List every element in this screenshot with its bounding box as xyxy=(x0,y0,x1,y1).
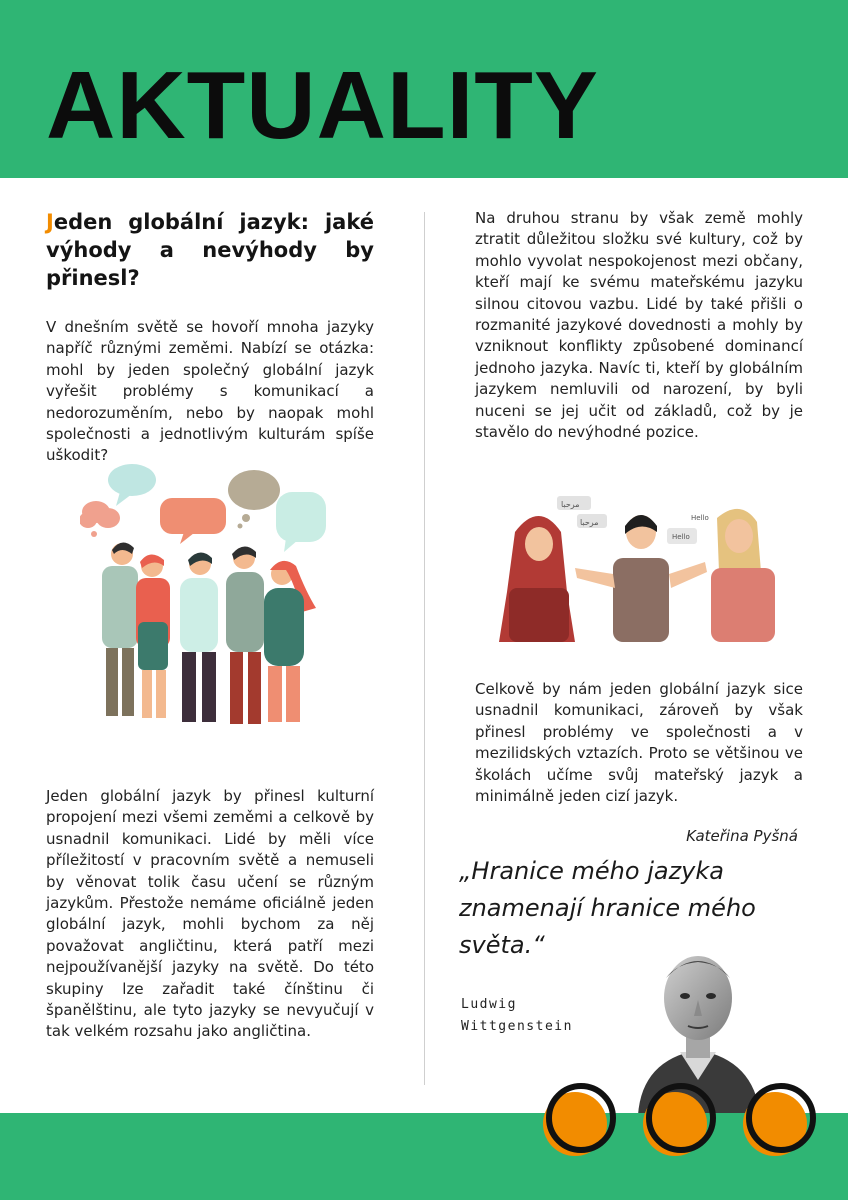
quote-author-last: Wittgenstein xyxy=(461,1019,573,1034)
article-paragraph-1: V dnešním světě se hovoří mnoha jazyky napříč různými zeměmi. Nabízí se otázka: mohl by jeden společný globální jazyk vyřešit problémy s komunikací a nedorozuměním, nebo by naopak mohl společnosti a jednotlivým kulturám spíše uškodit? xyxy=(46,318,374,465)
article-headline xyxy=(46,208,374,292)
quote-text: „Hranice mého jazyka znamenají hranice mého světa.“ xyxy=(459,857,756,959)
headline-text: eden globální jazyk: jaké výhody a nevýhody by přinesl? xyxy=(46,210,374,290)
article-author: Kateřina Pyšná xyxy=(686,827,798,845)
article-paragraph-3: Na druhou stranu by však země mohly ztratit důležitou složku své kultury, což by mohlo vyvolat nespokojenost mezi občany, kteří mají ke svému mateřskému jazyku silnou citovou vazbu. Lidé by také přišli o rozmanité jazykové dovednosti a mohly by vzniknout konflikty způsobené dominancí jednoho jazyka. Navíc ti, kteří by globálním jazykem nemluvili od narození, by byli nuceni se jej učit od základů, což by je stavělo do nevýhodné pozice. xyxy=(475,209,803,442)
article-paragraph-4: Celkově by nám jeden globální jazyk sice usnadnil komunikaci, zároveň by však přinesl problémy ve společnosti a v mezilidských vztazích. Proto se většinou ve školách učíme svůj mateřský jazyk a minimálně jeden cizí jazyk. xyxy=(475,680,803,806)
column-divider xyxy=(424,212,425,1085)
speech-bubble-icons xyxy=(80,464,326,552)
header-band xyxy=(0,0,848,178)
circle-icon-2 xyxy=(643,1086,713,1156)
quote-author xyxy=(461,994,573,1038)
decorative-circles xyxy=(535,1082,835,1164)
quote-author-first: Ludwig xyxy=(461,997,517,1012)
svg-text:مرحبا: مرحبا xyxy=(561,500,580,509)
circle-icon-1 xyxy=(543,1086,613,1156)
article-paragraph-2: Jeden globální jazyk by přinesl kulturní propojení mezi všemi zeměmi a celkově by usnadnil komunikaci. Lidé by měli více příležitostí v pracovním světě a nemuseli by věnovat tolik času učení se různým jazykům. Přestože nemáme oficiálně jeden globální jazyk, mohli bychom za něj považovat angličtinu, která patří mezi nejpoužívanější jazyky na světě. Do této skupiny lze zařadit také čínštinu či španělštinu, ale tyto jazyky se nevyučují v tak velkém rozsahu jako angličtina. xyxy=(46,787,374,1041)
headline-initial: J xyxy=(46,210,54,234)
speech-bubble-hello-1: Hello xyxy=(691,514,709,522)
three-people-illustration xyxy=(495,492,785,642)
svg-text:مرحبا: مرحبا xyxy=(580,518,599,527)
circle-icon-3 xyxy=(743,1086,813,1156)
page-title: AKTUALITY xyxy=(46,52,599,159)
speech-bubble-hello-2: Hello xyxy=(672,533,690,541)
crowd-conversation-illustration xyxy=(80,462,340,738)
people-group xyxy=(102,542,316,724)
